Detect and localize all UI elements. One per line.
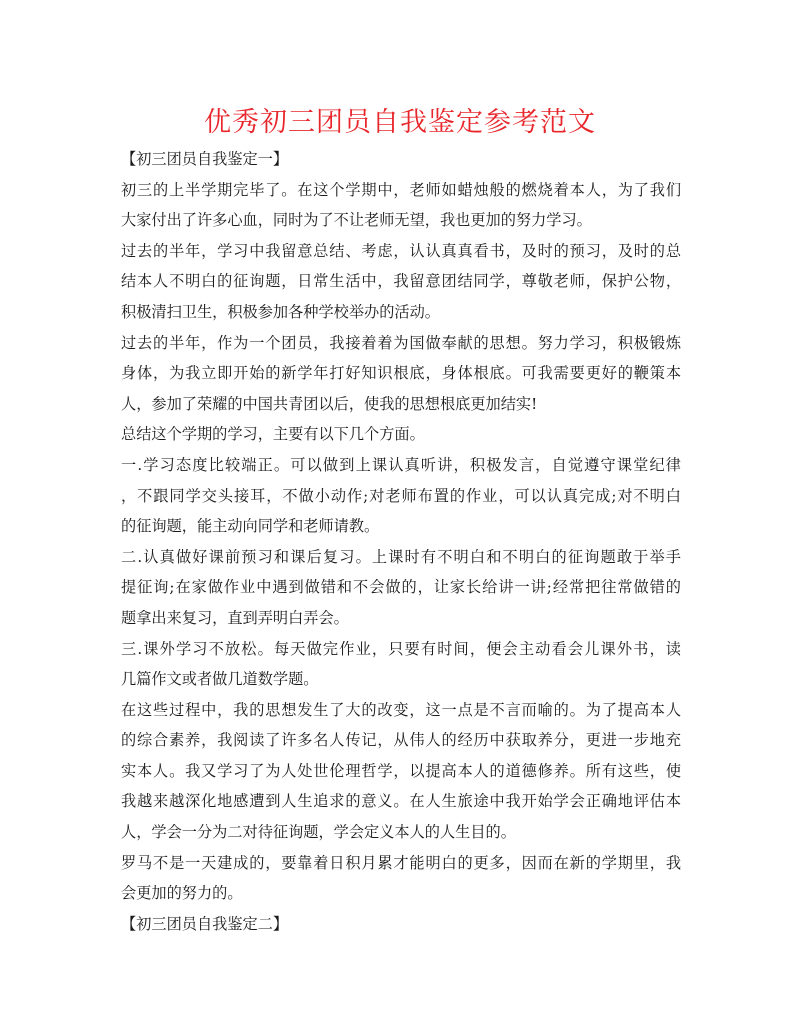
text-line: 一.学习态度比较端正。可以做到上课认真听讲，积极发言，自觉遵守课堂纪律: [121, 455, 681, 474]
text-line: 初三的上半学期完毕了。在这个学期中，老师如蜡烛般的燃烧着本人，为了我们: [121, 180, 681, 199]
text-line: 身体，为我立即开始的新学年打好知识根底，身体根底。可我需要更好的鞭策本: [121, 364, 681, 383]
text-line: 提征询;在家做作业中遇到做错和不会做的，让家长给讲一讲;经常把往常做错的: [121, 578, 681, 597]
text-line: 人，参加了荣耀的中国共青团以后，使我的思想根底更加结实!: [121, 394, 538, 413]
section-heading: 【初三团员自我鉴定一】: [121, 150, 289, 168]
text-line: 会更加的努力的。: [121, 884, 243, 903]
text-line: 二.认真做好课前预习和课后复习。上课时有不明白和不明白的征询题敢于举手: [121, 547, 681, 566]
text-line: 过去的半年，作为一个团员，我接着着为国做奉献的思想。努力学习，积极锻炼: [121, 333, 681, 352]
text-line: ，不跟同学交头接耳，不做小动作;对老师布置的作业，可以认真完成;对不明白: [121, 486, 681, 505]
text-line: 题拿出来复习，直到弄明白弄会。: [121, 608, 349, 627]
text-line: 罗马不是一天建成的，要靠着日积月累才能明白的更多，因而在新的学期里，我: [121, 853, 681, 872]
text-line: 总结这个学期的学习，主要有以下几个方面。: [121, 425, 425, 444]
section-heading: 【初三团员自我鉴定二】: [121, 914, 289, 933]
text-line: 过去的半年，学习中我留意总结、考虑，认认真真看书，及时的预习，及时的总: [121, 241, 681, 260]
text-line: 几篇作文或者做几道数学题。: [121, 670, 319, 689]
text-line: 结本人不明白的征询题，日常生活中，我留意团结同学，尊敬老师，保护公物，: [121, 272, 681, 291]
text-line: 大家付出了许多心血，同时为了不让老师无望，我也更加的努力学习。: [121, 211, 592, 230]
document-title: 优秀初三团员自我鉴定参考范文: [204, 107, 596, 138]
text-line: 人，学会一分为二对待征询题，学会定义本人的人生目的。: [121, 823, 516, 842]
text-line: 我越来越深化地感遭到人生追求的意义。在人生旅途中我开始学会正确地评估本: [121, 792, 681, 811]
text-line: 的征询题，能主动向同学和老师请教。: [121, 517, 380, 536]
text-line: 的综合素养，我阅读了许多名人传记，从伟人的经历中获取养分，更进一步地充: [121, 731, 681, 750]
text-line: 在这些过程中，我的思想发生了大的改变，这一点是不言而喻的。为了提高本人: [121, 700, 681, 719]
text-line: 积极清扫卫生，积极参加各种学校举办的活动。: [121, 302, 440, 321]
document-body: [121, 144, 681, 939]
text-line: 实本人。我又学习了为人处世伦理哲学，以提高本人的道德修养。所有这些，使: [121, 761, 681, 780]
text-line: 三.课外学习不放松。每天做完作业，只要有时间，便会主动看会儿课外书，读: [121, 639, 681, 658]
